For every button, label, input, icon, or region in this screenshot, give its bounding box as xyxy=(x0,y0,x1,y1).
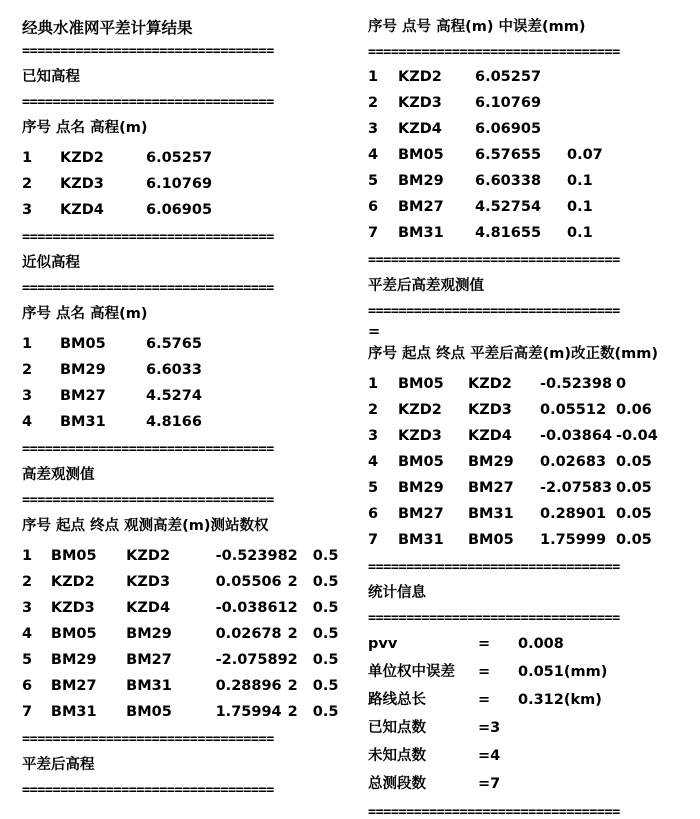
cell-height: 4.5274 xyxy=(146,388,202,404)
cell-end: BM27 xyxy=(126,652,172,668)
cell-start: BM05 xyxy=(398,376,444,392)
table-row xyxy=(368,527,666,553)
table-row xyxy=(368,686,658,714)
equals-marker: = xyxy=(368,324,381,340)
cell-index: 6 xyxy=(368,199,379,215)
cell-start: BM27 xyxy=(50,678,97,694)
cell-stations: 2 xyxy=(287,678,298,694)
cell-height: 6.05257 xyxy=(475,69,542,85)
divider: ================================= xyxy=(22,94,274,109)
cell-start: KZD3 xyxy=(50,600,95,616)
cell-stat-eq: =4 xyxy=(478,748,501,764)
cell-height: 4.8166 xyxy=(146,414,202,430)
cell-adjusted-dh: 0.28901 xyxy=(540,506,607,522)
divider: ================================= xyxy=(22,782,274,797)
cell-weight: 0.5 xyxy=(312,704,339,720)
table-row xyxy=(368,658,658,686)
cell-index: 2 xyxy=(22,176,33,192)
cell-stat-value: 0.008 xyxy=(518,636,564,652)
cell-stat-value xyxy=(518,742,658,770)
known-heights-table xyxy=(22,145,256,223)
cell-stat-label: 路线总长 xyxy=(368,692,426,708)
cell-mse xyxy=(567,90,613,116)
cell-point: BM31 xyxy=(60,414,106,430)
statistics-table xyxy=(368,630,658,798)
cell-height: 6.10769 xyxy=(146,176,213,192)
table-row xyxy=(368,742,658,770)
cell-end: KZD3 xyxy=(468,402,512,418)
cell-point: BM05 xyxy=(60,336,106,352)
cell-index: 1 xyxy=(368,69,379,85)
cell-point: BM29 xyxy=(398,173,444,189)
table-row xyxy=(22,357,256,383)
cell-dh: -0.52398 xyxy=(215,548,288,564)
divider: ================================= xyxy=(368,804,620,819)
cell-index: 3 xyxy=(368,121,379,137)
cell-mse: 0.1 xyxy=(567,225,593,241)
cell-index: 1 xyxy=(22,548,33,564)
table-row xyxy=(22,647,352,673)
statistics-heading: 统计信息 xyxy=(368,585,426,601)
cell-index: 4 xyxy=(368,147,379,163)
divider: ================================= xyxy=(368,559,620,574)
cell-end: BM05 xyxy=(468,532,514,548)
cell-index: 6 xyxy=(22,678,33,694)
cell-start: BM05 xyxy=(50,626,97,642)
cell-stat-eq: =3 xyxy=(478,720,501,736)
cell-adjusted-dh: 0.05512 xyxy=(540,402,607,418)
table-row xyxy=(22,409,256,435)
cell-index: 1 xyxy=(22,150,33,166)
cell-dh: 0.02678 xyxy=(215,626,282,642)
cell-weight: 0.5 xyxy=(312,548,339,564)
cell-end: BM29 xyxy=(126,626,172,642)
divider: ================================= xyxy=(22,280,274,295)
observed-dh-columns: 序号 起点 终点 观测高差(m)测站数权 xyxy=(22,518,269,534)
cell-stat-value xyxy=(518,770,658,798)
cell-mse: 0.1 xyxy=(567,199,593,215)
cell-adjusted-dh: 0.02683 xyxy=(540,454,607,470)
cell-dh: 0.28896 xyxy=(215,678,282,694)
table-row xyxy=(368,371,666,397)
cell-start: BM29 xyxy=(398,480,444,496)
cell-stat-label: 未知点数 xyxy=(368,748,426,764)
cell-stations: 2 xyxy=(287,652,298,668)
cell-weight: 0.5 xyxy=(312,600,339,616)
divider: ================================= xyxy=(22,441,274,456)
cell-index: 5 xyxy=(368,480,379,496)
table-row xyxy=(368,714,658,742)
cell-start: BM29 xyxy=(50,652,97,668)
cell-height: 6.10769 xyxy=(475,95,542,111)
cell-index: 1 xyxy=(22,336,33,352)
cell-end: BM27 xyxy=(468,480,514,496)
table-row xyxy=(368,501,666,527)
cell-correction: -0.04 xyxy=(616,428,658,444)
approx-heights-heading: 近似高程 xyxy=(22,255,80,271)
left-column xyxy=(22,14,352,817)
cell-stations: 2 xyxy=(287,548,298,564)
table-row xyxy=(22,331,256,357)
cell-point: KZD4 xyxy=(398,121,442,137)
divider: ================================= xyxy=(368,610,620,625)
table-row xyxy=(368,770,658,798)
table-row xyxy=(22,383,256,409)
table-row xyxy=(22,673,352,699)
cell-index: 3 xyxy=(22,600,33,616)
divider: ================================= xyxy=(22,492,274,507)
table-row xyxy=(22,569,352,595)
cell-end: KZD2 xyxy=(126,548,171,564)
adjusted-dh-section xyxy=(368,275,698,574)
cell-index: 3 xyxy=(368,428,379,444)
cell-start: BM27 xyxy=(398,506,444,522)
cell-dh: 0.05506 xyxy=(215,574,282,590)
cell-height: 6.06905 xyxy=(146,202,213,218)
cell-end: KZD4 xyxy=(468,428,512,444)
cell-correction: 0 xyxy=(616,376,627,392)
divider: ================================= xyxy=(22,229,274,244)
table-row xyxy=(368,194,613,220)
cell-dh: 1.75994 xyxy=(215,704,282,720)
cell-end: KZD3 xyxy=(126,574,171,590)
cell-height: 4.81655 xyxy=(475,225,542,241)
cell-height: 6.57655 xyxy=(475,147,542,163)
cell-mse: 0.1 xyxy=(567,173,593,189)
cell-stat-value: 0.312(km) xyxy=(518,692,602,708)
divider: ================================= xyxy=(368,303,620,318)
adjusted-dh-table xyxy=(368,371,666,553)
cell-stations: 2 xyxy=(287,704,298,720)
approx-heights-columns: 序号 点名 高程(m) xyxy=(22,306,148,322)
cell-height: 6.06905 xyxy=(475,121,542,137)
table-row xyxy=(22,543,352,569)
observed-dh-table xyxy=(22,543,352,725)
approx-heights-section xyxy=(22,252,352,456)
cell-point: KZD2 xyxy=(398,69,442,85)
table-row xyxy=(368,397,666,423)
cell-mse: 0.07 xyxy=(567,147,603,163)
adjusted-heights-heading: 平差后高程 xyxy=(22,757,95,773)
cell-point: BM29 xyxy=(60,362,106,378)
cell-stat-eq: = xyxy=(478,664,491,680)
statistics-section xyxy=(368,582,698,819)
cell-correction: 0.06 xyxy=(616,402,652,418)
cell-point: BM27 xyxy=(60,388,106,404)
table-row xyxy=(368,64,613,90)
cell-height: 6.5765 xyxy=(146,336,202,352)
cell-correction: 0.05 xyxy=(616,454,652,470)
table-row xyxy=(22,699,352,725)
cell-correction: 0.05 xyxy=(616,480,652,496)
cell-weight: 0.5 xyxy=(312,652,339,668)
cell-mse xyxy=(567,64,613,90)
table-row xyxy=(22,171,256,197)
table-row xyxy=(22,197,256,223)
cell-start: KZD2 xyxy=(50,574,95,590)
cell-index: 7 xyxy=(368,532,379,548)
cell-stat-label: 单位权中误差 xyxy=(368,664,455,680)
cell-index: 3 xyxy=(22,388,33,404)
cell-index: 1 xyxy=(368,376,379,392)
observed-dh-heading: 高差观测值 xyxy=(22,467,95,483)
table-row xyxy=(368,630,658,658)
divider: ================================= xyxy=(22,731,274,746)
cell-index: 2 xyxy=(368,95,379,111)
cell-adjusted-dh: -2.07583 xyxy=(540,480,613,496)
table-row xyxy=(368,449,666,475)
cell-height: 6.6033 xyxy=(146,362,202,378)
cell-stations: 2 xyxy=(287,626,298,642)
cell-end: KZD4 xyxy=(126,600,171,616)
cell-end: BM05 xyxy=(126,704,172,720)
cell-point: BM05 xyxy=(398,147,444,163)
cell-stat-value: 0.051(mm) xyxy=(518,664,608,680)
cell-weight: 0.5 xyxy=(312,626,339,642)
cell-stations: 2 xyxy=(287,600,298,616)
cell-start: BM31 xyxy=(50,704,97,720)
cell-start: BM05 xyxy=(398,454,444,470)
cell-index: 5 xyxy=(22,652,33,668)
cell-dh: -2.07589 xyxy=(215,652,288,668)
known-heights-section xyxy=(22,66,352,244)
cell-point: KZD2 xyxy=(60,150,104,166)
right-column xyxy=(368,14,698,817)
cell-index: 7 xyxy=(22,704,33,720)
cell-point: BM27 xyxy=(398,199,444,215)
table-row xyxy=(22,595,352,621)
cell-stat-eq: = xyxy=(478,636,491,652)
adjusted-dh-heading: 平差后高差观测值 xyxy=(368,278,484,294)
cell-start: BM05 xyxy=(50,548,97,564)
table-row xyxy=(22,145,256,171)
table-row xyxy=(368,90,613,116)
known-heights-columns: 序号 点名 高程(m) xyxy=(22,120,148,136)
cell-stat-label: 已知点数 xyxy=(368,720,426,736)
cell-stat-eq: = xyxy=(478,692,491,708)
cell-mse xyxy=(567,116,613,142)
table-row xyxy=(368,220,613,246)
cell-index: 4 xyxy=(368,454,379,470)
approx-heights-table xyxy=(22,331,256,435)
cell-height: 6.60338 xyxy=(475,173,542,189)
cell-index: 4 xyxy=(22,414,33,430)
table-row xyxy=(368,475,666,501)
cell-point: BM31 xyxy=(398,225,444,241)
cell-stat-eq: =7 xyxy=(478,776,501,792)
adjusted-dh-columns: 序号 起点 终点 平差后高差(m)改正数(mm) xyxy=(368,346,658,362)
cell-index: 5 xyxy=(368,173,379,189)
cell-end: BM31 xyxy=(468,506,514,522)
adjusted-heights-section xyxy=(368,16,698,267)
observed-dh-section xyxy=(22,464,352,797)
cell-weight: 0.5 xyxy=(312,574,339,590)
table-row xyxy=(22,621,352,647)
cell-correction: 0.05 xyxy=(616,506,652,522)
adjusted-heights-table xyxy=(368,64,613,246)
cell-point: KZD3 xyxy=(398,95,442,111)
cell-stat-label: pvv xyxy=(368,636,398,652)
cell-start: BM31 xyxy=(398,532,444,548)
cell-stations: 2 xyxy=(287,574,298,590)
cell-stat-label: 总测段数 xyxy=(368,776,426,792)
cell-adjusted-dh: -0.52398 xyxy=(540,376,613,392)
cell-index: 6 xyxy=(368,506,379,522)
cell-end: BM31 xyxy=(126,678,172,694)
table-row xyxy=(368,168,613,194)
cell-point: KZD4 xyxy=(60,202,104,218)
cell-adjusted-dh: 1.75999 xyxy=(540,532,607,548)
cell-end: KZD2 xyxy=(468,376,512,392)
cell-height: 6.05257 xyxy=(146,150,213,166)
cell-index: 2 xyxy=(22,574,33,590)
cell-adjusted-dh: -0.03864 xyxy=(540,428,613,444)
cell-point: KZD3 xyxy=(60,176,104,192)
cell-correction: 0.05 xyxy=(616,532,652,548)
divider: ================================= xyxy=(368,44,620,59)
cell-weight: 0.5 xyxy=(312,678,339,694)
cell-index: 2 xyxy=(368,402,379,418)
cell-index: 4 xyxy=(22,626,33,642)
table-row xyxy=(368,116,613,142)
page-title: 经典水准网平差计算结果 xyxy=(22,19,193,37)
cell-index: 7 xyxy=(368,225,379,241)
table-row xyxy=(368,423,666,449)
cell-dh: -0.03861 xyxy=(215,600,288,616)
cell-height: 4.52754 xyxy=(475,199,542,215)
cell-stat-value xyxy=(518,714,658,742)
adjusted-heights-columns: 序号 点号 高程(m) 中误差(mm) xyxy=(368,19,586,35)
cell-index: 2 xyxy=(22,362,33,378)
cell-start: KZD3 xyxy=(398,428,442,444)
cell-end: BM29 xyxy=(468,454,514,470)
cell-index: 3 xyxy=(22,202,33,218)
cell-start: KZD2 xyxy=(398,402,442,418)
divider: ================================= xyxy=(368,252,620,267)
known-heights-heading: 已知高程 xyxy=(22,69,80,85)
divider: ================================= xyxy=(22,43,274,58)
table-row xyxy=(368,142,613,168)
